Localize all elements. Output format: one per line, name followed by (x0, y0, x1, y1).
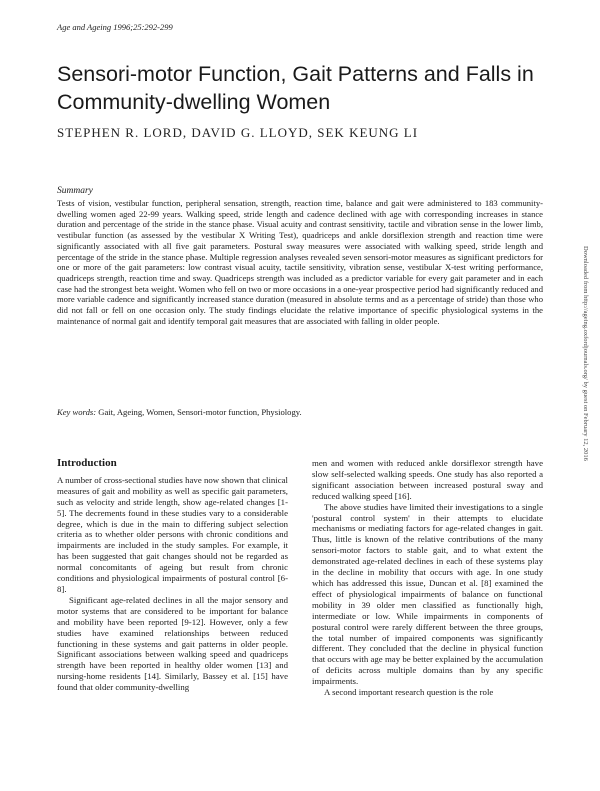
body-paragraph: Significant age-related declines in all the major sensory and motor systems that are considered to be important for balance and mobility have been reported [9-12]. However, only a few studies have examined relationships between reduced functioning in these systems and gait patterns in older people. Significant associations between walking speed and quadriceps strength have been reported in healthy older women [13] and nursing-home residents [14]. Similarly, Bassey et al. [15] have found that older community-dwelling (57, 594, 288, 693)
body-paragraph: A second important research question is the role (324, 687, 494, 698)
keywords-label: Key words: (57, 407, 97, 417)
body-paragraph: A number of cross-sectional studies have now shown that clinical measures of gait and mobility as well as specific gait parameters, such as velocity and stride length, show age-related changes [1-5]. The decrements found in these studies vary to a considerable degree, which is due in the main to differing subject selection criteria as to whether older persons with chronic conditions and impairments are included in the study samples. For example, it has been suggested that gait changes should not be regarded as normal concomitants of ageing but result from chronic conditions and physiological impairments of postural control [6-8]. (57, 474, 288, 594)
right-column (312, 458, 543, 698)
keywords-list: Gait, Ageing, Women, Sensori-motor function, Physiology. (98, 407, 302, 417)
summary-heading: Summary (57, 186, 93, 196)
author-list: STEPHEN R. LORD, DAVID G. LLOYD, SEK KEUNG LI (57, 125, 419, 140)
body-paragraph: The above studies have limited their investigations to a single 'postural control system' in their attempts to elucidate mechanisms or mediating factors for age-related changes in gait. Thus, little is known of the relative contributions of the many sensori-motor factors to stable gait, and to what extent the demonstrated age-related declines in each of these systems play in the decline in mobility that occurs with age. In one study which has addressed this issue, Duncan et al. [8] examined the effect of physiological impairments of balance on functional mobility in 39 older men classified as functionally high, intermediate or low. While impairments in components of postural control were rarely different between the three groups, the total number of impaired components was significantly different. They concluded that the decline in physical function that occurs with age may be better explained by the accumulation of deficits across multiple domains than by any specific impairments. (312, 501, 543, 687)
abstract-text: Tests of vision, vestibular function, peripheral sensation, strength, reaction time, balance and gait were administered to 183 community-dwelling women aged 22-99 years. Walking speed, stride length and cadence declined with age with corresponding increases in stance duration and percentage of the stride in the stance phase. Visual acuity and contrast sensitivity, tactile and vibration sense in the lower limb, vestibular function (as assessed by the vestibular X Writing Test), quadriceps and ankle dorsiflexion strength and reaction time were significantly associated with all five gait parameters. Postural sway measures were associated with walking speed, stride length and percentage of the stride in the stance phase. Multiple regression analyses revealed seven sensori-motor measures as significant predictors for one or more of the gait parameters: low contrast visual acuity, tactile sensitivity, vibration sense, vestibular X-test writing performance, quadriceps strength, reaction time and sway. Quadriceps strength was included as a predictor variable for every gait parameter and in each case had the strongest beta weight. Women who fell on two or more occasions in a one-year prospective period had significantly reduced and more variable cadence and significantly increased stance duration (measured in absolute terms and as a percentage of stride) than those who did not fall or fell on one occasion only. The study findings elucidate the relative importance of specific physiological systems in the maintenance of normal gait and identify temporal gait measures that are associated with falling in older people. (57, 198, 543, 326)
keywords-line (57, 407, 543, 418)
journal-reference: Age and Ageing 1996;25:292-299 (57, 22, 173, 32)
introduction-heading: Introduction (57, 457, 117, 469)
left-column (57, 458, 288, 693)
body-paragraph: men and women with reduced ankle dorsiflexor strength have slow self-selected walking speeds. One study has also reported a significant association between increased postural sway and reduced walking speed [16]. (312, 458, 543, 501)
download-note[interactable]: Downloaded from http://ageing.oxfordjournals.org/ by guest on February 12, 2016 (582, 246, 589, 461)
article-title: Sensori-motor Function, Gait Patterns and Falls in Community-dwelling Women (57, 62, 534, 114)
